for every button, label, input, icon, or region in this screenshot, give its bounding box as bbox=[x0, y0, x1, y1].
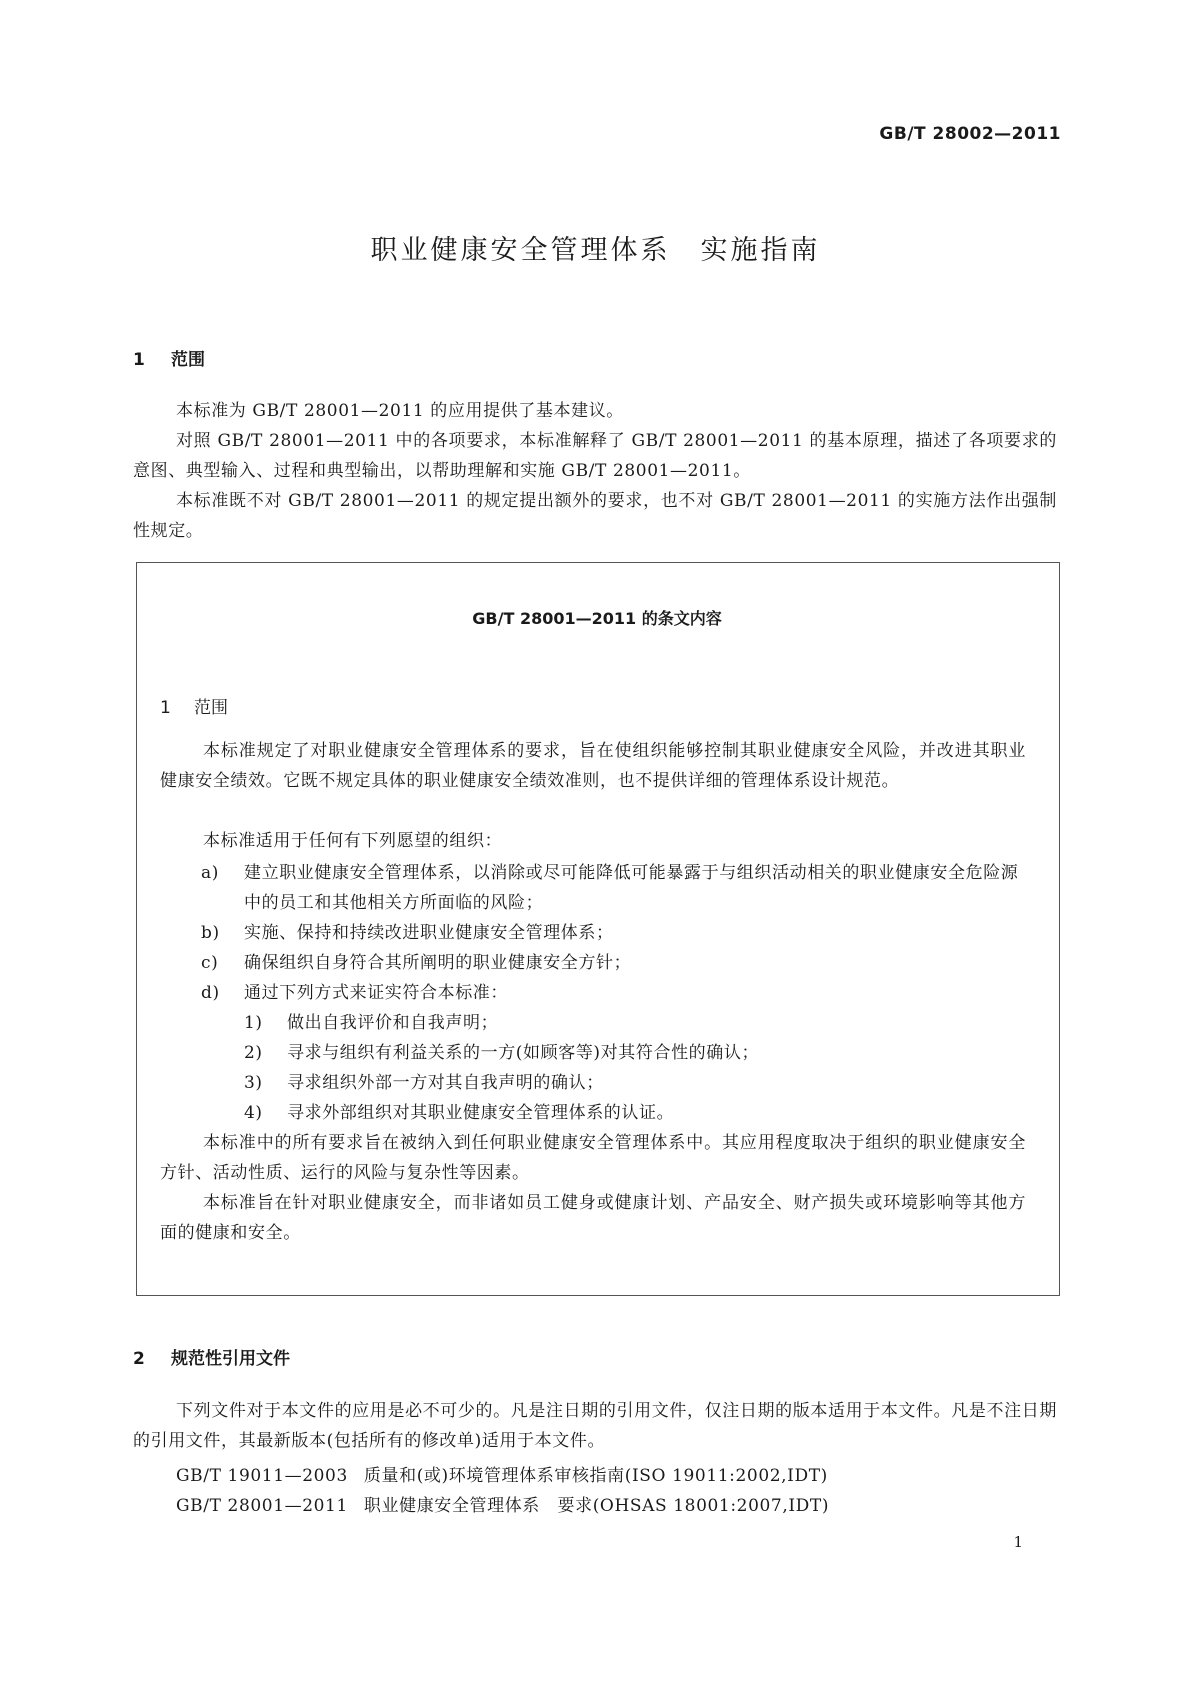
section-1-paragraph: 本标准既不对 GB/T 28001—2011 的规定提出额外的要求，也不对 GB/T 28001—2011 的实施方法作出强制性规定。 bbox=[133, 491, 1057, 541]
sub-list-marker: 4) bbox=[244, 1103, 263, 1123]
excerpt-heading bbox=[160, 693, 228, 718]
section-1-paragraph: 对照 GB/T 28001—2011 中的各项要求，本标准解释了 GB/T 28001—2011 的基本原理，描述了各项要求的意图、典型输入、过程和典型输出，以帮助理解和实施 GB/T 28001—2011。 bbox=[133, 431, 1057, 481]
section-number: 2 bbox=[133, 1349, 145, 1369]
sub-list-text: 寻求与组织有利益关系的一方(如顾客等)对其符合性的确认； bbox=[287, 1043, 760, 1063]
list-marker: c) bbox=[201, 953, 219, 973]
reference-entry bbox=[176, 1461, 828, 1486]
section-number: 1 bbox=[133, 350, 145, 370]
document-title: 职业健康安全管理体系 实施指南 bbox=[370, 235, 821, 266]
sub-list-item bbox=[244, 1098, 1024, 1128]
reference-code: GB/T 28001—2011 bbox=[176, 1496, 348, 1516]
page-number: 1 bbox=[1013, 1533, 1023, 1551]
section-1-paragraph: 本标准为 GB/T 28001—2011 的应用提供了基本建议。 bbox=[176, 401, 624, 421]
excerpt-heading-number: 1 bbox=[160, 698, 171, 718]
reference-entry bbox=[176, 1491, 829, 1516]
section-2-paragraph: 下列文件对于本文件的应用是必不可少的。凡是注日期的引用文件，仅注日期的版本适用于本文件。凡是不注日期的引用文件，其最新版本(包括所有的修改单)适用于本文件。 bbox=[133, 1401, 1057, 1451]
sub-list-text: 寻求组织外部一方对其自我声明的确认； bbox=[287, 1073, 604, 1093]
excerpt-intro: 本标准规定了对职业健康安全管理体系的要求，旨在使组织能够控制其职业健康安全风险，并改进其职业健康安全绩效。它既不规定具体的职业健康安全绩效准则，也不提供详细的管理体系设计规范。 bbox=[160, 741, 1026, 791]
excerpt-applies: 本标准适用于任何有下列愿望的组织： bbox=[203, 831, 503, 851]
list-marker: b) bbox=[201, 923, 220, 943]
excerpt-closing: 本标准中的所有要求旨在被纳入到任何职业健康安全管理体系中。其应用程度取决于组织的职业健康安全方针、活动性质、运行的风险与复杂性等因素。 bbox=[160, 1133, 1026, 1183]
standard-code: GB/T 28002—2011 bbox=[879, 124, 1061, 144]
sub-list-marker: 3) bbox=[244, 1073, 263, 1093]
list-item bbox=[201, 858, 1026, 918]
section-title: 规范性引用文件 bbox=[171, 1349, 290, 1369]
excerpt-box-title: GB/T 28001—2011 的条文内容 bbox=[472, 609, 722, 628]
reference-title: 质量和(或)环境管理体系审核指南(ISO 19011:2002,IDT) bbox=[363, 1466, 828, 1486]
list-text: 通过下列方式来证实符合本标准： bbox=[244, 983, 508, 1003]
list-item bbox=[201, 948, 1026, 978]
list-item bbox=[201, 918, 1026, 948]
section-title: 范围 bbox=[171, 350, 205, 370]
sub-list-marker: 2) bbox=[244, 1043, 263, 1063]
excerpt-heading-title: 范围 bbox=[194, 698, 228, 718]
reference-code: GB/T 19011—2003 bbox=[176, 1466, 348, 1486]
sub-list-text: 做出自我评价和自我声明； bbox=[287, 1013, 499, 1033]
sub-list-text: 寻求外部组织对其职业健康安全管理体系的认证。 bbox=[287, 1103, 675, 1123]
list-text: 实施、保持和持续改进职业健康安全管理体系； bbox=[244, 923, 614, 943]
reference-title: 职业健康安全管理体系 要求(OHSAS 18001:2007,IDT) bbox=[363, 1496, 830, 1516]
section-1-heading bbox=[133, 345, 205, 370]
sub-list-item bbox=[244, 1038, 1024, 1068]
sub-list-item bbox=[244, 1008, 1024, 1038]
list-marker: d) bbox=[201, 983, 220, 1003]
excerpt-closing: 本标准旨在针对职业健康安全，而非诸如员工健身或健康计划、产品安全、财产损失或环境影响等其他方面的健康和安全。 bbox=[160, 1193, 1026, 1243]
list-text: 确保组织自身符合其所阐明的职业健康安全方针； bbox=[244, 953, 632, 973]
sub-list-marker: 1) bbox=[244, 1013, 263, 1033]
list-marker: a) bbox=[201, 863, 219, 883]
section-2-heading bbox=[133, 1344, 290, 1369]
list-item bbox=[201, 978, 1026, 1008]
list-text: 建立职业健康安全管理体系，以消除或尽可能降低可能暴露于与组织活动相关的职业健康安全危险源中的员工和其他相关方所面临的风险； bbox=[244, 863, 1019, 913]
sub-list-item bbox=[244, 1068, 1024, 1098]
